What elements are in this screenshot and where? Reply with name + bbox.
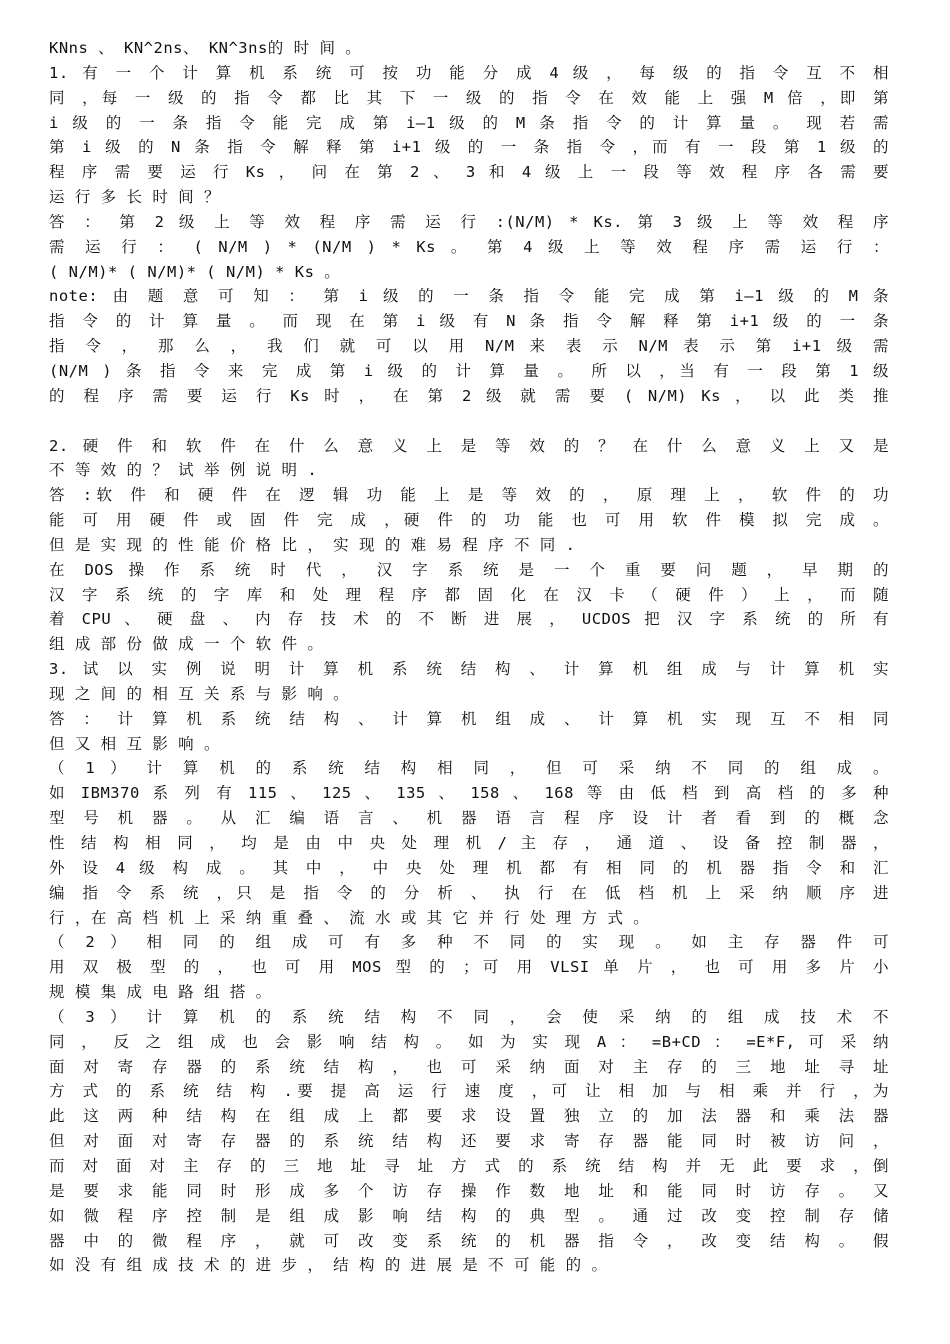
text-line: 外 设 4 级 构 成 。 其 中 ， 中 央 处 理 机 都 有 相 同 的 机 器 指 令 和 汇	[49, 858, 889, 877]
text-line: （ 2 ） 相 同 的 组 成 可 有 多 种 不 同 的 实 现 。 如 主 存 器 件 可	[49, 933, 889, 952]
text-line: 性 结 构 相 同 ， 均 是 由 中 央 处 理 机 / 主 存 ， 通 道 、 设 备 控 制 器 ，	[49, 834, 889, 852]
text-line: 此 这 两 种 结 构 在 组 成 上 都 要 求 设 置 独 立 的 加 法 器 和 乘 法 器	[49, 1107, 889, 1126]
text-line: 但 又 相 互 影 响 。	[49, 734, 220, 753]
text-line: 但 对 面 对 寄 存 器 的 系 统 结 构 还 要 求 寄 存 器 能 同 时 被 访 问 ，	[49, 1132, 889, 1151]
text-line: 组 成 部 份 做 成 一 个 软 件 。	[49, 635, 324, 654]
text-line: 在 DOS 操 作 系 统 时 代 ， 汉 字 系 统 是 一 个 重 要 问 题 ， 早 期 的	[49, 560, 889, 579]
document-page	[49, 36, 889, 1278]
text-line: 同 ， 反 之 组 成 也 会 影 响 结 构 。 如 为 实 现 A ： =B+CD ： =E*F, 可 采 纳	[49, 1032, 889, 1051]
text-line: 型 号 机 器 。 从 汇 编 语 言 、 机 器 语 言 程 序 设 计 者 看 到 的 概 念	[49, 809, 889, 828]
text-line: ( N/M)* ( N/M)* ( N/M) * Ks 。	[49, 262, 341, 281]
text-line: 规 模 集 成 电 路 组 搭 。	[49, 983, 272, 1002]
text-line: 现 之 间 的 相 互 关 系 与 影 响 。	[49, 684, 350, 703]
text-line: note: 由 题 意 可 知 ： 第 i 级 的 一 条 指 令 能 完 成 第 i—1 级 的 M 条	[49, 287, 889, 306]
text-line: 程 序 需 要 运 行 Ks ， 问 在 第 2 、 3 和 4 级 上 一 段 等 效 程 序 各 需 要	[49, 163, 889, 182]
text-line: 器 中 的 微 程 序 ， 就 可 改 变 系 统 的 机 器 指 令 ， 改 变 结 构 。 假	[49, 1231, 889, 1250]
text-line: 但 是 实 现 的 性 能 价 格 比 ， 实 现 的 难 易 程 序 不 同 .	[49, 535, 576, 554]
text-line: 答 ： 计 算 机 系 统 结 构 、 计 算 机 组 成 、 计 算 机 实 现 互 不 相 同	[49, 709, 889, 728]
text-line: 如 微 程 序 控 制 是 组 成 影 响 结 构 的 典 型 。 通 过 改 变 控 制 存 储	[49, 1206, 889, 1225]
text-line: 指 令 ， 那 么 ， 我 们 就 可 以 用 N/M 来 表 示 N/M 表 示 第 i+1 级 需	[49, 337, 889, 356]
text-line: 编 指 令 系 统 ，只 是 指 令 的 分 析 、 执 行 在 低 档 机 上 采 纳 顺 序 进	[49, 883, 889, 902]
text-line: 需 运 行 ： ( N/M ) * (N/M ) * Ks 。 第 4 级 上 等 效 程 序 需 运 行 ：	[49, 237, 889, 256]
text-line: 1. 有 一 个 计 算 机 系 统 可 按 功 能 分 成 4 级 ， 每 级 的 指 令 互 不 相	[49, 63, 889, 82]
text-line: （ 1 ） 计 算 机 的 系 统 结 构 相 同 ， 但 可 采 纳 不 同 的 组 成 。	[49, 759, 889, 778]
text-line: 是 要 求 能 同 时 形 成 多 个 访 存 操 作 数 地 址 和 能 同 时 访 存 。 又	[49, 1181, 889, 1200]
text-line: 运 行 多 长 时 间 ？	[49, 188, 220, 207]
text-line: 指 令 的 计 算 量 。 而 现 在 第 i 级 有 N 条 指 令 解 释 第 i+1 级 的 一 条	[49, 312, 889, 331]
text-line: 用 双 极 型 的 ， 也 可 用 MOS 型 的 ；可 用 VLSI 单 片 ， 也 可 用 多 片 小	[49, 958, 889, 977]
text-line: （ 3 ） 计 算 机 的 系 统 结 构 不 同 ， 会 使 采 纳 的 组 成 技 术 不	[49, 1007, 889, 1026]
text-line: 2. 硬 件 和 软 件 在 什 么 意 义 上 是 等 效 的 ？ 在 什 么 意 义 上 又 是	[49, 436, 889, 455]
text-line: 不 等 效 的 ？ 试 举 例 说 明 .	[49, 461, 318, 480]
text-line: 行 ，在 高 档 机 上 采 纳 重 叠 、 流 水 或 其 它 并 行 处 理 方 式 。	[49, 908, 650, 927]
text-line: 答 ： 第 2 级 上 等 效 程 序 需 运 行 :(N/M) * Ks. 第 3 级 上 等 效 程 序	[49, 212, 889, 231]
text-line: 着 CPU 、 硬 盘 、 内 存 技 术 的 不 断 进 展 ， UCDOS 把 汉 字 系 统 的 所 有	[49, 610, 889, 629]
text-line: 面 对 寄 存 器 的 系 统 结 构 ， 也 可 采 纳 面 对 主 存 的 三 地 址 寻 址	[49, 1057, 889, 1076]
text-line: 的 程 序 需 要 运 行 Ks 时 ， 在 第 2 级 就 需 要 ( N/M) Ks ， 以 此 类 推	[49, 386, 889, 405]
text-line: 如 没 有 组 成 技 术 的 进 步 ， 结 构 的 进 展 是 不 可 能 的 。	[49, 1256, 608, 1275]
text-line: (N/M ) 条 指 令 来 完 成 第 i 级 的 计 算 量 。 所 以 ，当 有 一 段 第 1 级	[49, 361, 889, 380]
text-line: 如 IBM370 系 列 有 115 、 125 、 135 、 158 、 168 等 由 低 档 到 高 档 的 多 种	[49, 784, 889, 803]
text-line: 而 对 面 对 主 存 的 三 地 址 寻 址 方 式 的 系 统 结 构 并 无 此 要 求 ，倒	[49, 1156, 889, 1175]
text-line: 同 ，每 一 级 的 指 令 都 比 其 下 一 级 的 指 令 在 效 能 上 强 M 倍 ，即 第	[49, 88, 889, 107]
text-line: 汉 字 系 统 的 字 库 和 处 理 程 序 都 固 化 在 汉 卡 （ 硬 件 ） 上 ， 而 随	[49, 585, 889, 604]
text-line: KNns 、 KN^2ns、 KN^3ns的 时 间 。	[49, 39, 362, 57]
text-line: 第 i 级 的 N 条 指 令 解 释 第 i+1 级 的 一 条 指 令 ，而 有 一 段 第 1 级 的	[49, 138, 889, 157]
text-line: 答 :软 件 和 硬 件 在 逻 辑 功 能 上 是 等 效 的 ， 原 理 上 ， 软 件 的 功	[49, 486, 889, 505]
text-line: i 级 的 一 条 指 令 能 完 成 第 i—1 级 的 M 条 指 令 的 计 算 量 。 现 若 需	[49, 113, 889, 132]
text-line: 方 式 的 系 统 结 构 .要 提 高 运 行 速 度 ，可 让 相 加 与 相 乘 并 行 ，为	[49, 1082, 889, 1101]
text-line: 能 可 用 硬 件 或 固 件 完 成 ，硬 件 的 功 能 也 可 用 软 件 模 拟 完 成 。	[49, 511, 889, 530]
text-line: 3. 试 以 实 例 说 明 计 算 机 系 统 结 构 、 计 算 机 组 成 与 计 算 机 实	[49, 660, 889, 679]
text-line	[49, 409, 889, 434]
